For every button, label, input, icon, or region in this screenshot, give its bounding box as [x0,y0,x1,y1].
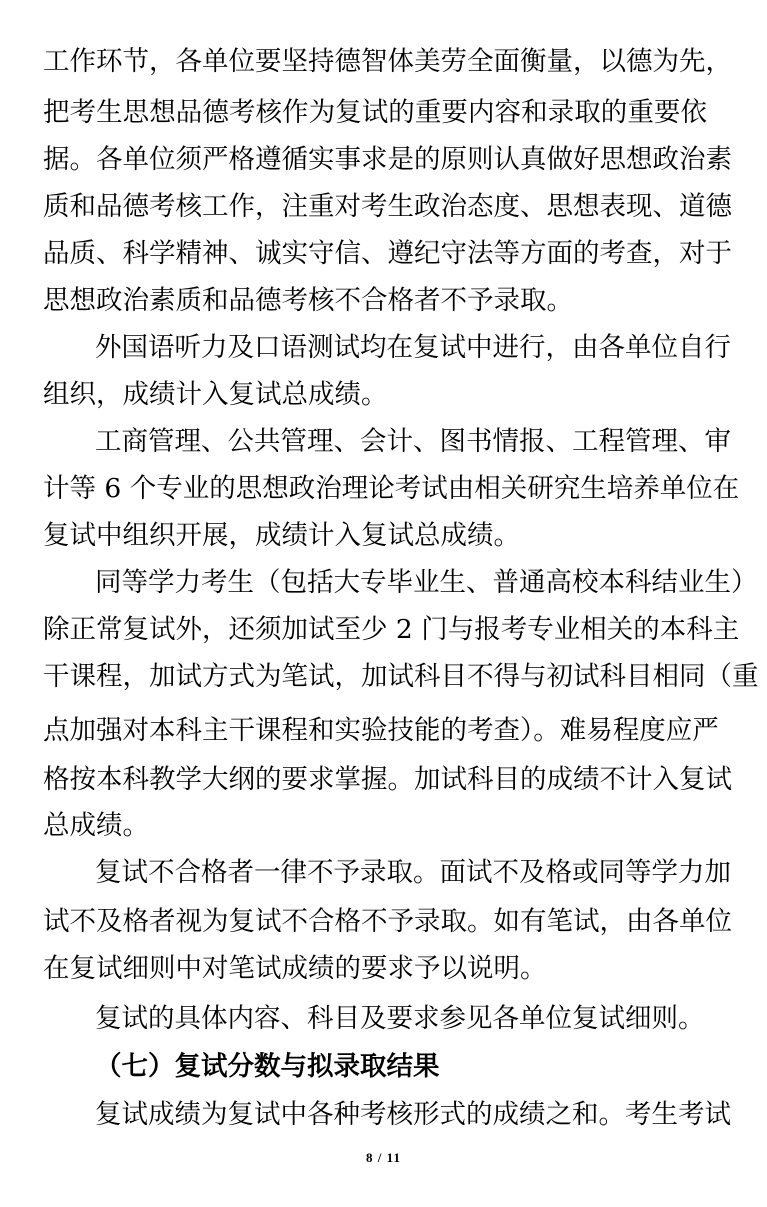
text-line: 干课程，加试方式为笔试，加试科目不得与初试科目相同（重 [43,661,759,692]
text-line: 点加强对本科主干课程和实验技能的考查）。难易程度应严 [43,715,719,746]
paragraph-first-line: 工商管理、公共管理、会计、图书情报、工程管理、审 [95,426,731,457]
text-line: 复试中组织开展，成绩计入复试总成绩。 [43,520,520,551]
section-heading: （七）复试分数与拟录取结果 [95,1051,440,1082]
paragraph-first-line: 复试的具体内容、科目及要求参见各单位复试细则。 [95,1003,705,1034]
paragraph-first-line: 同等学力考生（包括大专毕业生、普通高校本科结业生） [95,567,758,598]
text-line: 组织，成绩计入复试总成绩。 [43,379,388,410]
paragraph-first-line: 复试不合格者一律不予录取。面试不及格或同等学力加 [95,857,731,888]
text-line: 总成绩。 [43,810,149,841]
text-line: 在复试细则中对笔试成绩的要求予以说明。 [43,953,547,984]
text-line: 计等 6 个专业的思想政治理论考试由相关研究生培养单位在 [43,473,740,504]
text-line: 据。各单位须严格遵循实事求是的原则认真做好思想政治素 [43,144,732,175]
text-line: 工作环节，各单位要坚持德智体美劳全面衡量，以德为先， [43,46,732,77]
text-line: 品质、科学精神、诚实守信、遵纪守法等方面的考查，对于 [43,238,732,269]
paragraph-first-line: 复试成绩为复试中各种考核形式的成绩之和。考生考试 [95,1099,731,1130]
text-line: 思想政治素质和品德考核不合格者不予录取。 [43,285,573,316]
page-number: 8 / 11 [366,1150,401,1165]
paragraph-first-line: 外国语听力及口语测试均在复试中进行，由各单位自行 [95,332,731,363]
text-line: 质和品德考核工作，注重对考生政治态度、思想表现、道德 [43,191,732,222]
text-line: 格按本科教学大纲的要求掌握。加试科目的成绩不计入复试 [43,764,732,795]
text-line: 把考生思想品德考核作为复试的重要内容和录取的重要依 [43,97,707,128]
text-line: 除正常复试外，还须加试至少 2 门与报考专业相关的本科主 [43,614,740,645]
text-line: 试不及格者视为复试不合格不予录取。如有笔试，由各单位 [43,906,732,937]
